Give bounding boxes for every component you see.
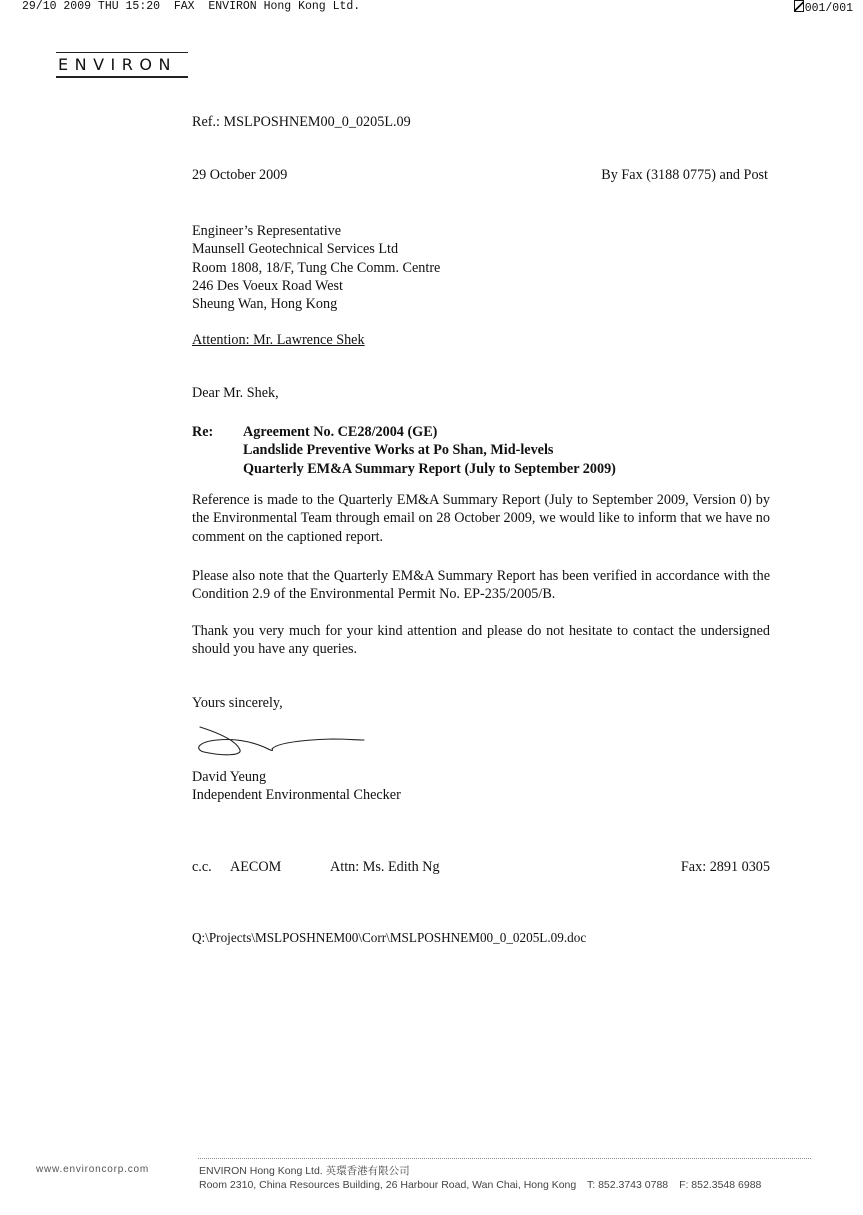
body-paragraph: Please also note that the Quarterly EM&A Summary Report has been verified in accordance with the Condition 2.9 of the Environmental Permit No. EP-235/2005/B. (192, 568, 770, 603)
logo-text: ENVIRON (58, 55, 177, 74)
fax-timestamp: 29/10 2009 THU 15:20 (22, 0, 161, 13)
signer-title: Independent Environmental Checker (192, 787, 401, 804)
cc-company: AECOM (230, 859, 282, 875)
footer-company (199, 1163, 410, 1178)
fax-type: FAX (173, 0, 195, 13)
delivery-method: By Fax (3188 0775) and Post (601, 167, 768, 183)
signer-name: David Yeung (192, 769, 267, 785)
address-line: Engineer’s Representative (192, 223, 342, 239)
attention-line: Attention: Mr. Lawrence Shek (192, 332, 365, 348)
body-paragraph: Reference is made to the Quarterly EM&A Summary Report (July to September 2009, Version 0) by the Environmental Team through email on 28 October 2009, we would like to inform that we have no comment on the captioned report. (192, 492, 770, 545)
logo-rule-top (56, 52, 188, 53)
address-line: 246 Des Voeux Road West (192, 277, 343, 294)
address-line: Sheung Wan, Hong Kong (192, 296, 338, 313)
salutation: Dear Mr. Shek, (192, 385, 279, 401)
cc-label: c.c. (192, 859, 212, 875)
fax-header (22, 0, 853, 15)
fax-page-count: 001/001 (804, 2, 853, 15)
closing: Yours sincerely, (192, 695, 283, 711)
cc-fax: Fax: 2891 0305 (680, 859, 770, 875)
letter-date: 29 October 2009 (192, 167, 288, 183)
footer-fax: F: 852.3548 6988 (679, 1179, 762, 1191)
fax-page-indicator (794, 0, 853, 15)
fax-sender: ENVIRON Hong Kong Ltd. (208, 0, 361, 13)
subject-line: Quarterly EM&A Summary Report (July to September 2009) (243, 460, 616, 477)
signer-block (192, 768, 401, 805)
footer-phone: T: 852.3743 0788 (586, 1179, 669, 1191)
subject-lines (243, 423, 616, 478)
footer-company-chinese: 英環香港有限公司 (325, 1165, 410, 1177)
body-paragraph: Thank you very much for your kind attention and please do not hesitate to contact the undersigned should you have any queries. (192, 623, 770, 658)
footer-divider (198, 1158, 811, 1159)
page-icon (794, 0, 804, 12)
environ-logo (56, 52, 188, 78)
address-line: Room 1808, 18/F, Tung Che Comm. Centre (192, 259, 441, 276)
recipient-address (192, 222, 440, 313)
footer-address-line (199, 1179, 769, 1191)
footer-company-name: ENVIRON Hong Kong Ltd. (199, 1165, 323, 1177)
footer-website: www.environcorp.com (36, 1164, 150, 1175)
footer-address: Room 2310, China Resources Building, 26 Harbour Road, Wan Chai, Hong Kong (199, 1179, 577, 1191)
subject-line: Agreement No. CE28/2004 (GE) (243, 424, 438, 440)
subject-line: Landslide Preventive Works at Po Shan, Mid-levels (243, 442, 554, 459)
file-path: Q:\Projects\MSLPOSHNEM00\Corr\MSLPOSHNEM00_0_0205L.09.doc (192, 930, 587, 945)
fax-header-left (22, 0, 360, 13)
cc-attention: Attn: Ms. Edith Ng (330, 859, 440, 875)
signature (192, 722, 372, 762)
address-line: Maunsell Geotechnical Services Ltd (192, 241, 399, 258)
logo-rule-bottom (56, 76, 188, 78)
reference-number: Ref.: MSLPOSHNEM00_0_0205L.09 (192, 114, 411, 130)
subject-label: Re: (192, 424, 214, 440)
